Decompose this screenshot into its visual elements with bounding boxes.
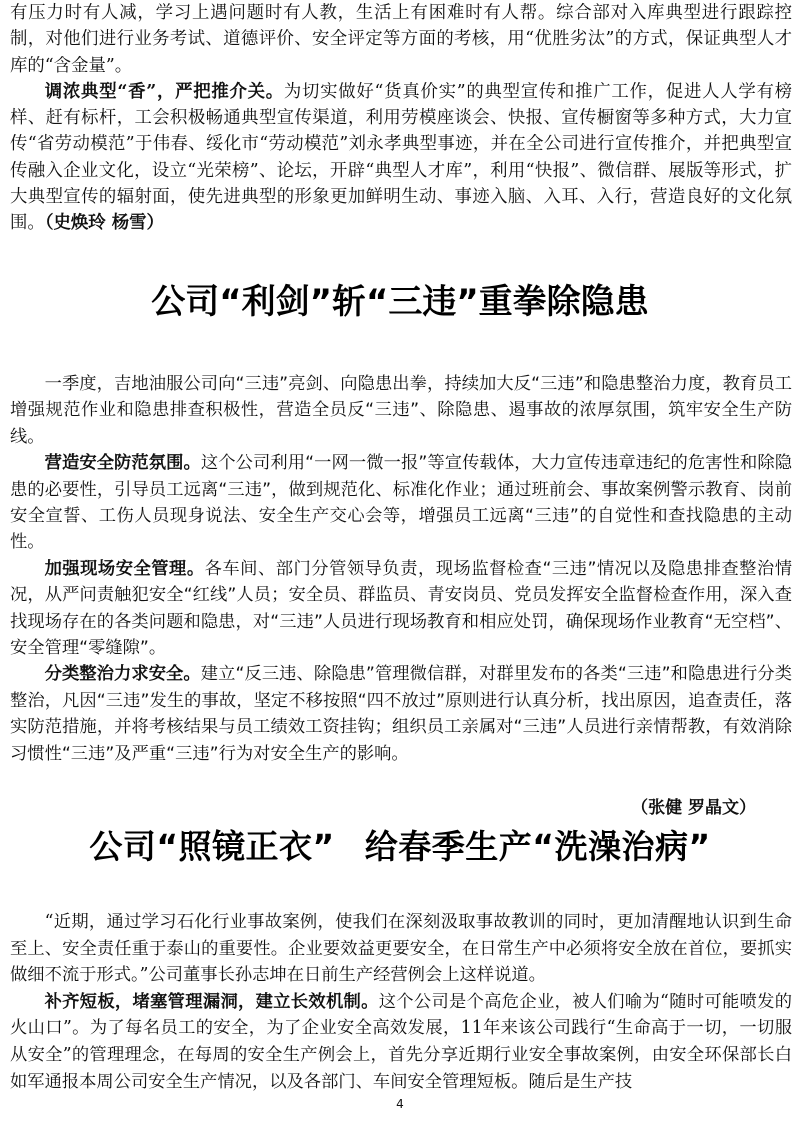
- article-title-part: 给春季生产“洗澡治病”: [364, 827, 711, 866]
- article-title-part: 公司“照镜正衣”: [89, 827, 335, 866]
- paragraph-lead: 调浓典型“香”，严把推介关。: [44, 81, 284, 102]
- article-title: [0, 823, 800, 871]
- paragraph-text: 建立“反三违、除隐患”管理微信群，对群里发布的各类“三违”和隐患进行分类整治，凡因“三违”发生的事故，坚定不移按照“四不放过”原则进行认真分析，找出原因，追查责任，落实防范措施，并将考核结果与员工绩效工资挂钩；组织员工亲属对“三违”人员进行亲情帮教，有效消除习惯性“三违”及严重“三违”行为对安全生产的影响。: [10, 664, 792, 764]
- author-credit: （张健 罗晶文）: [631, 798, 756, 818]
- article-title: 公司“利剑”斩“三违”重拳除隐患: [151, 282, 649, 322]
- paragraph-lead: 营造安全防范氛围。: [44, 453, 201, 474]
- article-body: [0, 371, 800, 767]
- page-number: 4: [396, 1097, 404, 1111]
- paragraph-lead: 加强现场安全管理。: [44, 558, 205, 579]
- paragraph-text: 这个公司是个高危企业，被人们喻为“随时可能喷发的火山口”。为了每名员工的安全，为了企业安全高效发展，11年来该公司践行“生命高于一切，一切服从安全”的管理理念，在每周的安全生产例会上，首先分享近期行业安全事故案例，由安全环保部长白如军通报本周公司安全生产情况，以及各部门、车间安全管理短板。随后是生产技: [10, 991, 792, 1092]
- paragraph-text: 这个公司利用“一网一微一报”等宣传载体，大力宣传违章违纪的危害性和除隐患的必要性，引导员工远离“三违”，做到规范化、标准化作业；通过班前会、事故案例警示教育、岗前安全宣誓、工伤人员现身说法、安全生产交心会等，增强员工远离“三违”的自觉性和查找隐患的主动性。: [10, 453, 792, 553]
- paragraph: [0, 909, 800, 989]
- paragraph: [0, 556, 800, 662]
- article-body: [0, 909, 800, 1095]
- paragraph: [0, 989, 800, 1095]
- author-credit: （史焕玲 杨雪）: [44, 213, 164, 234]
- paragraph: [0, 0, 800, 79]
- paragraph-text: 一季度，吉地油服公司向“三违”亮剑、向隐患出拳，持续加大反“三违”和隐患整治力度，教育员工增强规范作业和隐患排查积极性，营造全员反“三违”、除隐患、遏事故的浓厚氛围，筑牢安全生产防线。: [10, 374, 792, 447]
- paragraph-text: 为切实做好“货真价实”的典型宣传和推广工作，促进人人学有榜样、赶有标杆，工会积极畅通典型宣传渠道，利用劳模座谈会、快报、宣传橱窗等多种方式，大力宣传“省劳动模范”于伟春、绥化市“劳动模范”刘永孝典型事迹，并在全公司进行宣传推介，并把典型宣传融入企业文化，设立“光荣榜”、论坛，开辟“典型人才库”，利用“快报”、微信群、展版等形式，扩大典型宣传的辐射面，使先进典型的形象更加鲜明生动、事迹入脑、入耳、入行，营造良好的文化氛围。: [10, 81, 792, 234]
- previous-article-section: [0, 0, 800, 237]
- paragraph: [0, 450, 800, 556]
- paragraph: [0, 79, 800, 237]
- paragraph-text: 有压力时有人减，学习上遇问题时有人教，生活上有困难时有人帮。综合部对入库典型进行跟踪控制，对他们进行业务考试、道德评价、安全评定等方面的考核，用“优胜劣汰”的方式，保证典型人才库的“含金量”。: [10, 3, 792, 76]
- paragraph-text: “近期，通过学习石化行业事故案例，使我们在深刻汲取事故教训的同时，更加清醒地认识到生命至上、安全责任重于泰山的重要性。企业要效益更要安全，在日常生产中必须将安全放在首位，要抓实做细不流于形式。”公司董事长孙志坤在日前生产经营例会上这样说道。: [10, 912, 792, 986]
- paragraph-lead: 补齐短板，堵塞管理漏洞，建立长效机制。: [44, 991, 379, 1012]
- paragraph-text: 各车间、部门分管领导负责，现场监督检查“三违”情况以及隐患排查整治情况，从严问责触犯安全“红线”人员；安全员、群监员、青安岗员、党员发挥安全监督检查作用，深入查找现场存在的各类问题和隐患，对“三违”人员进行现场教育和相应处罚，确保现场作业教育“无空档”、安全管理“零缝隙”。: [10, 558, 792, 659]
- paragraph: [0, 371, 800, 450]
- paragraph-lead: 分类整治力求安全。: [44, 664, 201, 685]
- paragraph: [0, 661, 800, 767]
